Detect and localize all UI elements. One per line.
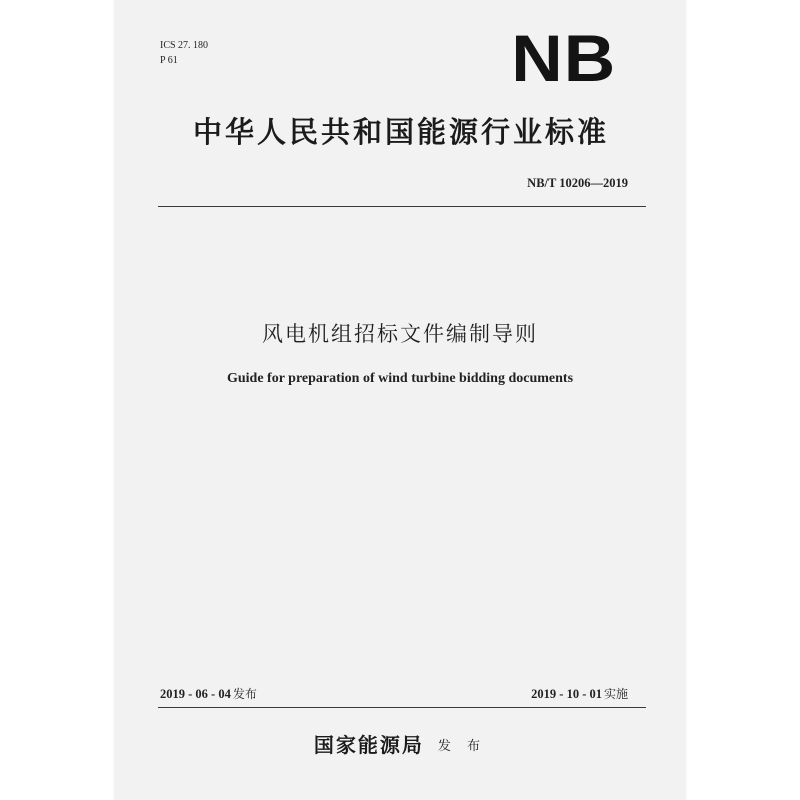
standard-category-title: 中华人民共和国能源行业标准 [192,115,609,149]
issue-date: 2019 - 06 - 04 [160,687,231,701]
document-cover [114,0,686,800]
issue-label: 发布 [232,687,257,701]
publisher-issue-label: 发 布 [437,739,487,754]
classification-codes [160,38,208,68]
ics-code: ICS 27. 180 [160,40,209,51]
publisher-organization: 国家能源局 [313,733,424,757]
nb-logo: NB [510,21,616,95]
bottom-divider [158,707,646,708]
publisher-line [114,729,686,758]
top-divider [158,206,646,207]
category-code: P 61 [160,55,178,66]
implementation-date: 2019 - 10 - 01 [531,687,602,701]
implementation-date-line [531,685,628,702]
document-title-english: Guide for preparation of wind turbine bidding documents [226,371,574,386]
implementation-label: 实施 [603,687,628,701]
issue-date-line [160,685,257,702]
standard-number: NB/T 10206—2019 [527,176,628,190]
document-title-chinese: 风电机组招标文件编制导则 [262,322,538,346]
